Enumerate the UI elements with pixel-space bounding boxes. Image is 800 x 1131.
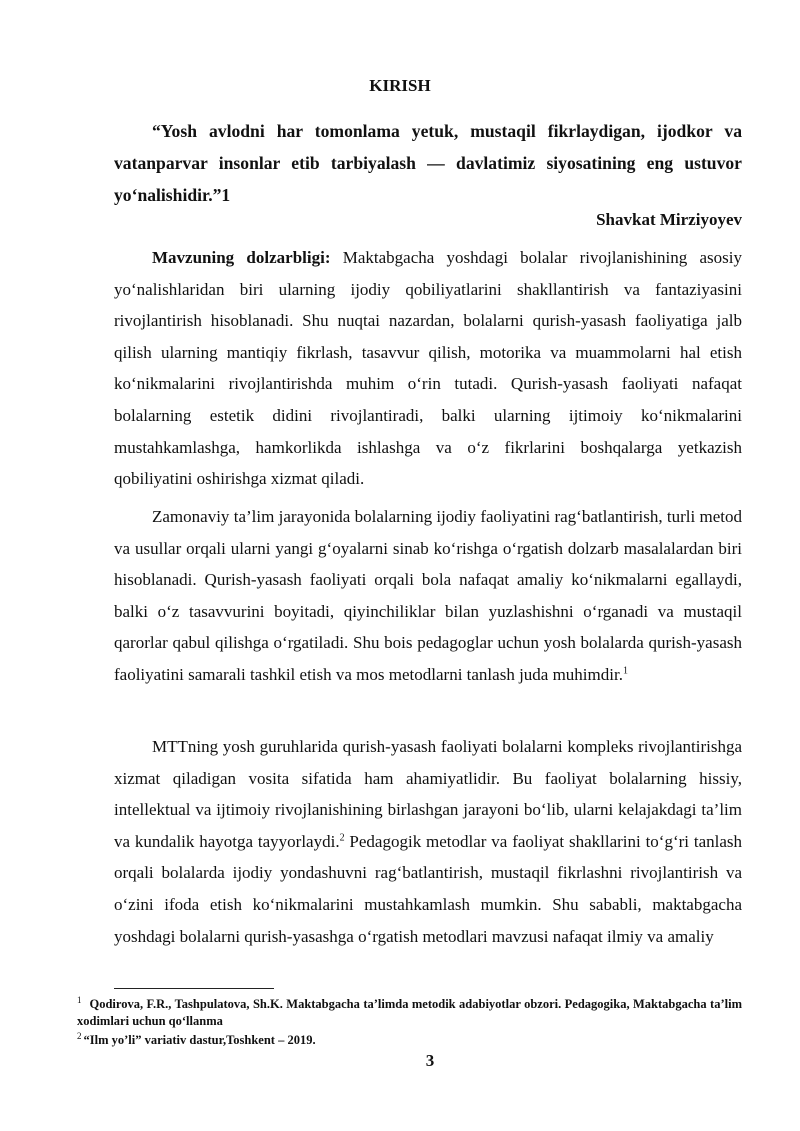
footnote-separator xyxy=(114,988,274,989)
section-title: KIRISH xyxy=(369,76,431,95)
footnote-1 xyxy=(77,996,742,1030)
paragraph-text: Maktabgacha yoshdagi bolalar rivojlanishining asosiy yo‘nalishlaridan biri ularning ijodiy qobiliyatlarini shakllantirish va fantaziyasini rivojlantirish hisoblanadi. Shu nuqtai nazardan, bolalarni qurish-yasash faoliyatiga jalb qilish ularning mantiqiy fikrlash, tasavvur qilish, motorika va muammolarni hal etish ko‘nikmalarini rivojlantirishda muhim o‘rin tutadi. Qurish-yasash faoliyati nafaqat bolalarning estetik didini rivojlantiradi, balki ularning ijtimoiy ko‘nikmalarini mustahkamlashga, hamkorlikda ishlashga va o‘z fikrlarini boshqalarga yetkazish qobiliyatini oshirishga xizmat qiladi. xyxy=(114,248,743,489)
paragraph-lead: Mavzuning dolzarbligi: xyxy=(152,248,331,267)
footnote-ref[interactable]: 1 xyxy=(622,665,628,677)
epigraph-author: Shavkat Mirziyoyev xyxy=(596,210,742,229)
epigraph-quote: “Yosh avlodni har tomonlama yetuk, mustaqil fikrlaydigan, ijodkor va vatanparvar insonlar etib tarbiyalash — davlatimiz siyosatining eng ustuvor yo‘nalishidir.”1 xyxy=(114,121,742,205)
paragraph-relevance xyxy=(114,242,742,495)
footnote-number: 1 xyxy=(77,994,82,1005)
paragraph-text: MTTning yosh guruhlarida qurish-yasash faoliyati bolalarni kompleks rivojlantirishga xizmat qiladigan vosita sifatida ham ahamiyatlidir. Bu faoliyat bolalarning hissiy, intellektual va ijtimoiy rivojlanishining birlashgan jarayoni bo‘lib, ularni kelajakdagi ta’lim va kundalik hayotga tayyorlaydi. xyxy=(114,737,742,851)
footnote-text: Qodirova, F.R., Tashpulatova, Sh.K. Maktabgacha ta’limda metodik adabiyotlar obzori. Pedagogika, Maktabgacha ta’lim xodimlari uchun qo‘llanma xyxy=(77,997,742,1028)
footnote-ref[interactable]: 2 xyxy=(339,832,345,844)
paragraph-text: Pedagogik metodlar va faoliyat shakllarini to‘g‘ri tanlash orqali bolalarda ijodiy yondashuvni rag‘batlantirish, mustaqil fikrlashni rivojlantirish va o‘zini ifoda etish ko‘nikmalarini mustahkamlash mumkin. Shu sababli, maktabgacha yoshdagi bolalarni qurish-yasashga o‘rgatish metodlari mavzusi nafaqat ilmiy va amaliy xyxy=(114,831,743,946)
footnote-text: “Ilm yo’li” variativ dastur,Toshkent – 2019. xyxy=(83,1033,316,1047)
page-number: 3 xyxy=(425,1051,435,1070)
paragraph-modern-education xyxy=(114,501,742,691)
footnote-2 xyxy=(77,1032,742,1049)
paragraph-text: Zamonaviy ta’lim jarayonida bolalarning ijodiy faoliyatini rag‘batlantirish, turli metod va usullar orqali ularni yangi g‘oyalarni sinab ko‘rishga o‘rgatish dolzarb masalalardan biri hisoblanadi. Qurish-yasash faoliyati orqali bola nafaqat amaliy ko‘nikmalarni egallaydi, balki o‘z tasavvurini boyitadi, qiyinchiliklar bilan yuzlashishni o‘rganadi va mustaqil qarorlar qabul qilishga o‘rgatiladi. Shu bois pedagoglar uchun yosh bolalarda qurish-yasash faoliyatini samarali tashkil etish va mos metodlarni tanlash juda muhimdir. xyxy=(114,507,742,684)
paragraph-mtt-groups xyxy=(114,731,742,952)
footnote-number: 2 xyxy=(77,1030,82,1041)
